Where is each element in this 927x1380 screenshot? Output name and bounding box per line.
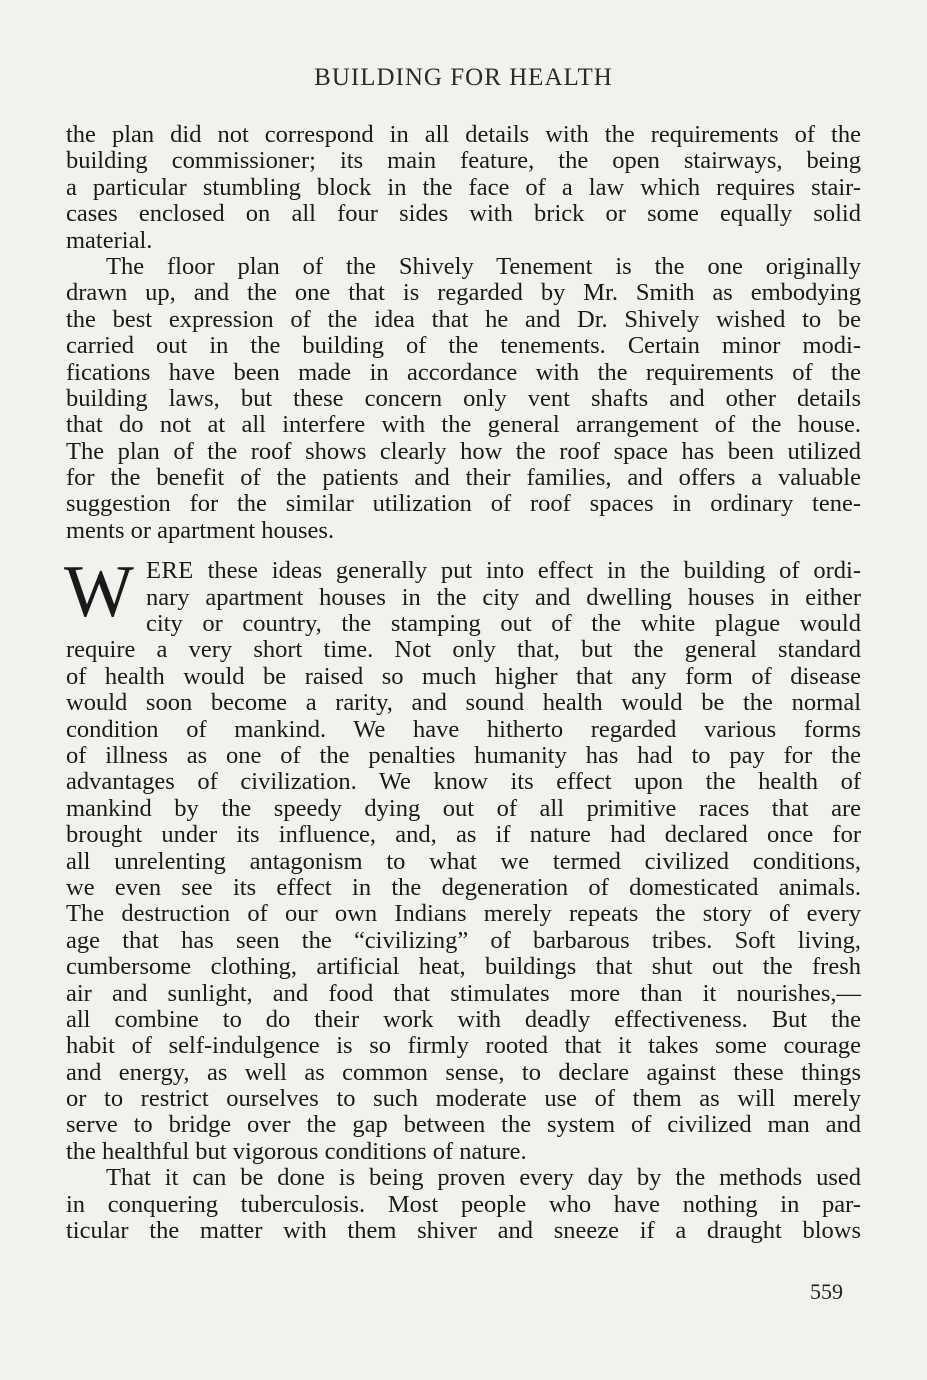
first-line-rest: these ideas generally put into effect in the building of ordi- <box>207 557 862 585</box>
text-line: ments or apartment houses. <box>66 516 335 544</box>
text-line: serve to bridge over the gap between the system of civilized man and <box>66 1111 861 1139</box>
running-title: BUILDING FOR HEALTH <box>314 64 613 91</box>
text-line: and energy, as well as common sense, to declare against these things <box>66 1058 861 1086</box>
text-line: cumbersome clothing, artificial heat, buildings that shut out the fresh <box>66 953 861 981</box>
text-line: nary apartment houses in the city and dwelling houses in either <box>146 583 861 611</box>
text-line: carried out in the building of the tenements. Certain minor modi- <box>66 332 861 360</box>
text-line: the healthful but vigorous conditions of nature. <box>66 1137 527 1165</box>
text-line: That it can be done is being proven every day by the methods used <box>106 1164 861 1192</box>
body-text <box>66 122 861 1244</box>
paragraph-3 <box>64 551 862 1165</box>
text-line: age that has seen the “civilizing” of barbarous tribes. Soft living, <box>66 926 861 954</box>
text-line: of health would be raised so much higher that any form of disease <box>66 662 861 690</box>
text-line: we even see its effect in the degeneration of domesticated animals. <box>66 873 861 901</box>
text-line: suggestion for the similar utilization of roof spaces in ordinary tene- <box>66 490 861 518</box>
text-line: for the benefit of the patients and their families, and offers a valuable <box>66 464 861 492</box>
text-line: the plan did not correspond in all details with the requirements of the <box>66 121 861 148</box>
text-line: drawn up, and the one that is regarded by Mr. Smith as embodying <box>66 279 861 307</box>
text-line: building laws, but these concern only vent shafts and other details <box>66 384 861 412</box>
text-line: brought under its influence, and, as if nature had declared once for <box>66 821 861 849</box>
text-line: require a very short time. Not only that, but the general standard <box>66 636 861 664</box>
text-line: all combine to do their work with deadly effectiveness. But the <box>66 1005 861 1033</box>
text-line: The floor plan of the Shively Tenement is the one originally <box>106 252 861 280</box>
text-line: would soon become a rarity, and sound health would be the normal <box>66 689 861 717</box>
text-line: The destruction of our own Indians merely repeats the story of every <box>66 900 861 928</box>
paragraph-4 <box>66 1165 861 1244</box>
text-line: fications have been made in accordance with the requirements of the <box>66 358 861 386</box>
text-line: habit of self-indulgence is so firmly rooted that it takes some courage <box>66 1032 861 1060</box>
drop-cap: W <box>64 551 134 634</box>
text-line: advantages of civilization. We know its effect upon the health of <box>66 768 861 796</box>
text-line <box>66 558 861 584</box>
text-line: building commissioner; its main feature, the open stairways, being <box>66 147 861 175</box>
page-number: 559 <box>810 1279 843 1304</box>
text-line: The plan of the roof shows clearly how the roof space has been utilized <box>66 437 861 465</box>
text-line: in conquering tuberculosis. Most people who have nothing in par- <box>66 1190 861 1218</box>
first-word-caps: ERE <box>146 557 194 585</box>
text-line: material. <box>66 226 153 254</box>
text-line: ticular the matter with them shiver and sneeze if a draught blows <box>66 1217 861 1245</box>
text-line: a particular stumbling block in the face of a law which requires stair- <box>66 173 861 201</box>
text-line: cases enclosed on all four sides with brick or some equally solid <box>66 200 861 228</box>
text-line: the best expression of the idea that he and Dr. Shively wished to be <box>66 305 861 333</box>
text-line: or to restrict ourselves to such moderate use of them as will merely <box>66 1085 861 1113</box>
text-line: all unrelenting antagonism to what we termed civilized conditions, <box>66 847 861 875</box>
paragraph-2 <box>66 254 861 544</box>
text-line: of illness as one of the penalties humanity has had to pay for the <box>66 741 861 769</box>
text-line: that do not at all interfere with the general arrangement of the house. <box>66 411 861 439</box>
text-line: city or country, the stamping out of the white plague would <box>146 610 861 638</box>
text-line: air and sunlight, and food that stimulates more than it nourishes,— <box>66 979 861 1007</box>
text-line: condition of mankind. We have hitherto regarded various forms <box>66 715 861 743</box>
text-line: mankind by the speedy dying out of all primitive races that are <box>66 794 861 822</box>
paragraph-1 <box>66 122 861 254</box>
